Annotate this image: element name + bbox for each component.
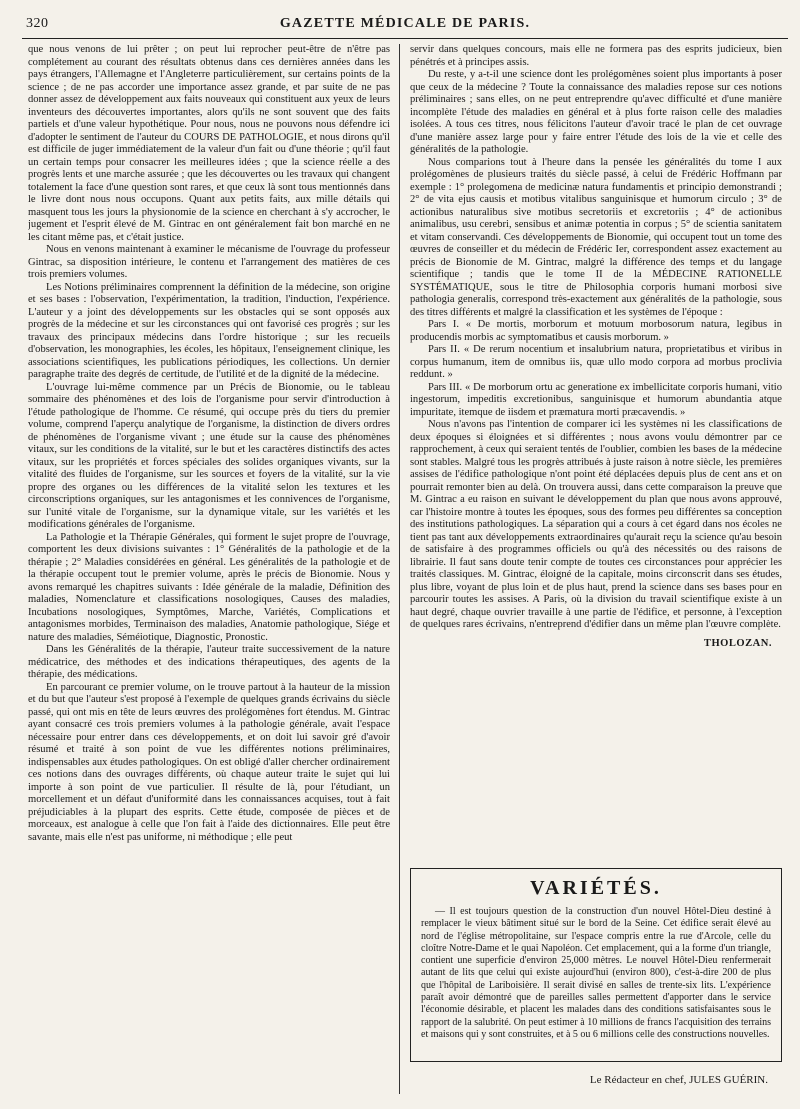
editor-prefix: Le Rédacteur en chef, xyxy=(589,1074,687,1086)
left-paragraph: L'ouvrage lui-même commence par un Précis de Bionomie, ou le tableau sommaire des phénomènes et des lois de l'organisme pour servir d'introduction à l'étude pathologique de l'homme. Ce résumé, qui occupe près du tiers du premier volume, comprend l'aperçu analytique de l'organisme, la distinction de divers ordres de phénomènes de l'organisme vivant ; une étude sur la cause des phénomènes vitaux, sur les conditions de la vitalité, sur le but et les caractères distinctifs des actes vitaux, sur les propriétés et forces spéciales des solides organiques vivants, sur la vitalité des fluides de l'organisme, sur les sources et foyers de la vitalité, sur la vie propre des organes ou les différences de la vitalité selon les textures et les circonscriptions organiques, sur les antagonismes et les connivences de l'organisme, sur l'unité vitale de l'organisme, sur la dynamique vitale, sur les variétés et les modifications générales de l'organisme. xyxy=(28,381,390,530)
editor-line xyxy=(410,1074,782,1086)
page-number: 320 xyxy=(26,16,49,31)
left-paragraph: En parcourant ce premier volume, on le trouve partout à la hauteur de la mission et du but que l'auteur s'est proposé à l'exemple de quelques grands écrivains du siècle passé, qui ont mis en tête de leurs œuvres des prolégomènes fort étendus. M. Gintrac ayant consacré ces trois premiers volumes à la pathologie générale, avait l'espace nécessaire pour entrer dans ces développements, et on doit lui savoir gré d'avoir résumé et traité à son point de vue les différentes notions préliminaires, indispensables aux études pathologiques. On est obligé d'aller chercher ordinairement ces notions dans des ouvrages différents, où chaque auteur traite le sujet qui lui importe à son point de vue particulier. Il résulte de là, pour l'étudiant, un morcellement et un défaut d'uniformité dans les connaissances acquises, tout à fait préjudiciables à la plupart des esprits. Cette étude, composée de pièces et de morceaux, est analogue à celle que l'on fait à l'aide des dictionnaires. Elle peut être savante, mais elle n'est pas uniforme, ni méthodique ; elle peut xyxy=(28,681,390,843)
left-column xyxy=(28,44,390,1095)
right-paragraph: Pars III. « De morborum ortu ac generatione ex imbellicitate corporis humani, vitio ingestorum, impeditis excretionibus, sanguinisque et humorum abundantia atque impuritate, itemque de iisdem et præmatura morti præcavendis. » xyxy=(410,381,782,418)
left-paragraph: La Pathologie et la Thérapie Générales, qui forment le sujet propre de l'ouvrage, comportent les deux divisions suivantes : 1° Généralités de la pathologie et de la thérapie ; 2° Maladies considérées en général. Les généralités de la pathologie et de la thérapie occupent tout le premier volume, après le précis de Bionomie. Nous y avons remarqué les chapitres suivants : Idée générale de la maladie, Définition des maladies, Nomenclature et classifications nosologiques, Causes des maladies, Incubations nosologiques, Symptômes, Marche, Variétés, Complications et antagonismes morbides, Terminaison des maladies, Anatomie pathologique, Siége et nature des maladies, Séméiotique, Diagnostic, Pronostic. xyxy=(28,531,390,643)
varietes-box xyxy=(410,868,782,1062)
varietes-text xyxy=(421,906,771,1041)
right-column xyxy=(410,44,782,844)
right-paragraph: Nous comparions tout à l'heure dans la pensée les généralités du tome I aux prolégomènes de plusieurs traités du siècle passé, à celui de Frédéric Hoffmann par exemple : 1° prolegomena de medicinæ natura fundamentis et principio demonstrandi ; 2° de vita ejus causis et motibus vitalibus sanguinisque et humorum circulo ; 3° de actionibus naturalibus sive motibus secretoriis et excretoriis ; 4° de actionibus animalibus, usu cerebri, sensibus et animæ potentia in corpus ; 5° de scientia sanitatem et vitam conservandi. Ces développements de Bionomie, qui occupent tout un tome des œuvres de conseiller et du médecin de Frédéric Ier, correspondent assez exactement au précis de Bionomie de M. Gintrac, malgré la différence des temps et du langage scientifique ; tandis que le tome II de la MÉDECINE RATIONELLE SYSTÉMATIQUE, sous le titre de Philosophia corporis humani morbosi sive pathologia generalis, correspond très-exactement aux généralités de la pathologie, sous des titres différents et malgré la classification et les systèmes de l'époque : xyxy=(410,156,782,318)
column-divider xyxy=(399,44,400,1094)
right-paragraph: Pars I. « De mortis, morborum et motuum morbosorum natura, legibus in producendis morbis ac symptomatibus et causis morborum. » xyxy=(410,319,782,343)
article-signature: THOLOZAN. xyxy=(703,637,772,649)
varietes-paragraph: — Il est toujours question de la construction d'un nouvel Hôtel-Dieu destiné à remplacer le vieux bâtiment situé sur le bord de la Seine. Cet édifice serait élevé au nord de l'église métropolitaine, sur l'espace compris entre la rue d'Arcole, celle du cloître Notre-Dame et le quai Napoléon. Cet emplacement, qui a la forme d'un triangle, contient une superficie d'environ 25,000 mètres. Le nouvel Hôtel-Dieu renfermerait autant de lits que celui qui existe aujourd'hui (environ 800), c'est-à-dire 200 de plus que l'hôpital de Lariboisière. Il serait divisé en salles de trente-six lits. L'expérience paraît avoir démontré que de pareilles salles permettent d'apporter dans le service l'économie désirable, et placent les malades dans des conditions satisfaisantes sous le rapport de la salubrité. On peut estimer à 10 millions de francs l'acquisition des terrains et maisons qui y sont construites, et à 5 ou 6 millions celle des constructions nouvelles. xyxy=(421,906,771,1040)
page-header xyxy=(22,10,788,39)
right-paragraph: Nous n'avons pas l'intention de comparer ici les systèmes ni les classifications de deux époques si éloignées et si différentes ; nous avons voulu démontrer par ce rapprochement, à ceux qui seraient tentés de l'oublier, combien les bases de la médecine sont stables. Malgré tous les progrès attribués à juste raison à notre siècle, les premières assises de l'édifice pathologique n'ont point été déplacées depuis plus de cent ans et on pourrait remonter bien au delà. On trouvera aussi, dans cette comparaison la preuve que M. Gintrac a eu raison en suivant le développement du plan que nous avons approuvé, car l'histoire montre à toutes les époques, sous des formes peu différentes sa conception des institutions pathologiques. La séparation qui a cours à cet égard dans nos écoles ne tient pas tant aux développements extraordinaires qu'aurait reçu la science qu'au besoin de satisfaire à des programmes officiels ou qu'à des nécessités ou des raisons de librairie. Il faut sans doute tenir compte de toutes ces circonstances pour apprécier les traités classiques. M. Gintrac, éloigné de la capitale, moins circonscrit dans ses études, plus libre, voyant de plus loin et de plus haut, prend la science dans ses bases pour en parcourir toutes les assises. A Paris, où la division du travail scientifique existe à un haut degré, chaque ouvrier travaille à une partie de l'édifice, et personne, à l'exception de quelques rares écrivains, n'entreprend d'édifier dans un même plan l'œuvre complète. xyxy=(410,419,782,630)
editor-name: JULES GUÉRIN. xyxy=(689,1074,768,1086)
right-paragraph: Du reste, y a-t-il une science dont les prolégomènes soient plus importants à poser que ceux de la médecine ? Toute la connaissance des maladies repose sur ces notions préliminaires ; sans elles, on ne peut entreprendre qu'avec difficulté et d'une manière incomplète l'étude des maladies en général et à plus forte raison celle des maladies isolées. A tous ces titres, nous félicitons l'auteur d'avoir tracé le plan de cet ouvrage d'une manière assez large pour y faire entrer l'étude des lois de la vie et celle des généralités de la pathologie. xyxy=(410,69,782,155)
varietes-title: VARIÉTÉS. xyxy=(530,877,662,899)
right-paragraph: servir dans quelques concours, mais elle ne formera pas des esprits judicieux, bien pénétrés et à principes assis. xyxy=(410,44,782,68)
left-paragraph: que nous venons de lui prêter ; on peut lui reprocher peut-être de n'être pas complétement au courant des résultats obtenus dans ces dernières années dans les pays étrangers, l'Allemagne et l'Angleterre particulièrement, sur certains points de la science ; de ne pas accorder une importance assez grande, et par suite de ne pas donner assez de développement aux faits nouveaux qui constituent aux yeux de leurs inventeurs des découvertes importantes, alors qu'ils ne sont souvent que des faits partiels et d'une valeur hypothétique. Pour nous, nous ne pouvons nous défendre ici d'adopter le sentiment de l'auteur du COURS DE PATHOLOGIE, et nous dirons qu'il est difficile de juger immédiatement de la valeur d'un fait ou d'une théorie ; qu'il faut un certain temps pour consacrer les meilleures idées ; que la science réelle a des progrès lents et une marche assurée ; que les découvertes ou les travaux qui changent totalement la face d'une question sont rares, et que ceux là sont tous mentionnés dans le livre dont nous nous occupons. Quant aux petits faits, aux mille détails qui masquent tous les jours la physionomie de la science en cherchant à s'y accrocher, le jugement et l'esprit élevé de M. Gintrac en ont généralement fait bon marché en ne les citant même pas, et c'était justice. xyxy=(28,44,390,243)
left-paragraph: Dans les Généralités de la thérapie, l'auteur traite successivement de la nature médicatrice, des méthodes et des indications thérapeutiques, des agents de la thérapie, des médications. xyxy=(28,644,390,680)
left-paragraph: Les Notions préliminaires comprennent la définition de la médecine, son origine et ses bases : l'observation, l'expérimentation, la tradition, l'induction, l'expérience. L'auteur y a joint des développements sur les obstacles qui se sont opposés aux progrès de la médecine et sur les circonstances qui ont favorisé ces progrès ; sur les travaux des principaux médecins dans l'ordre historique ; sur les recueils d'observation, les monographies, les écoles, les hôpitaux, l'enseignement clinique, les associations scientifiques, les publications périodiques, les collections. Un dernier paragraphe traite des degrés de certitude, de l'utilité et de la dignité de la médecine. xyxy=(28,281,390,380)
right-paragraph: Pars II. « De rerum nocentium et insalubrium natura, proprietatibus et viribus in corpus humanum, item de omnibus iis, quæ ullo modo corpora ad morbus proclivia reddunt. » xyxy=(410,344,782,380)
left-paragraph: Nous en venons maintenant à examiner le mécanisme de l'ouvrage du professeur Gintrac, sa disposition intérieure, le contenu et l'arrangement des matières de ces trois premiers volumes. xyxy=(28,244,390,280)
journal-title: GAZETTE MÉDICALE DE PARIS. xyxy=(279,16,531,31)
